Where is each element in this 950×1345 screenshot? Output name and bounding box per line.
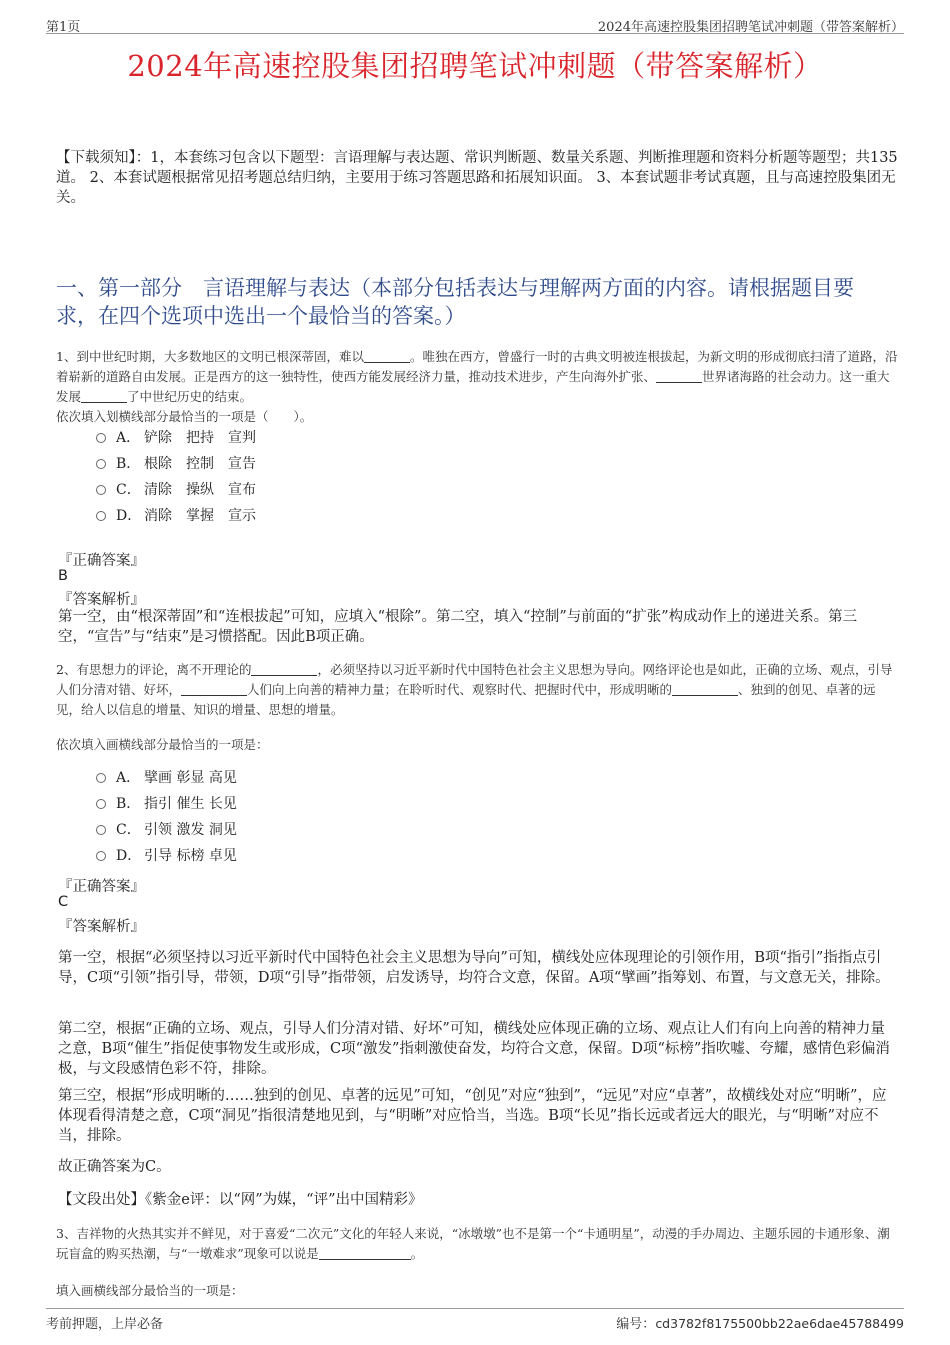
question-2-prompt: 依次填入画横线部分最恰当的一项是： <box>56 737 269 752</box>
q1-option-c[interactable]: C． 清除 操纵 宣布 <box>96 480 256 500</box>
q2-analysis-2: 第二空，根据“正确的立场、观点，引导人们分清对错、好坏”可知，横线处应体现正确的立场、观点让人们有向上向善的精神力量之意，B项“催生”指促使事物发生或形成，C项“激发”指刺激使奋发，均符合文意，保留。D项“标榜”指吹嘘、夸耀，感情色彩偏消极，与文段感情色彩不符，排除。 <box>58 1021 890 1077</box>
q1-answer: B <box>58 568 68 584</box>
q1-option-a[interactable]: A． 铲除 把持 宣判 <box>96 428 256 448</box>
blank <box>656 368 702 383</box>
radio-icon[interactable] <box>96 433 106 443</box>
analysis-label: 『答案解析』 <box>58 592 145 608</box>
q1-text-4: 了中世纪历史的结束。 <box>127 389 253 404</box>
q2-option-a[interactable]: A． 擘画 彰显 高见 <box>96 768 237 788</box>
radio-icon[interactable] <box>96 825 106 835</box>
blank <box>181 681 247 696</box>
q2-source: 【文段出处】《紫金e评：以“网”为媒，“评”出中国精彩》 <box>58 1192 423 1208</box>
header-divider <box>46 33 904 34</box>
q2-option-d[interactable]: D． 引导 标榜 卓见 <box>96 846 237 866</box>
blank <box>251 661 317 676</box>
blank <box>672 681 738 696</box>
q2-analysis-1: 第一空，根据“必须坚持以习近平新时代中国特色社会主义思想为导向”可知，横线处应体现理论的引领作用，B项“指引”指指点引导，C项“引领”指引导，带领，D项“引导”指带领，启发诱导，均符合文意，保留。A项“擘画”指筹划、布置，与文意无关，排除。 <box>58 950 890 986</box>
radio-icon[interactable] <box>96 485 106 495</box>
footer-slogan: 考前押题，上岸必备 <box>46 1317 164 1332</box>
blank <box>81 388 127 403</box>
correct-answer-label: 『正确答案』 <box>58 879 145 895</box>
document-title: 2024年高速控股集团招聘笔试冲刺题（带答案解析） <box>127 49 823 83</box>
question-1-prompt: 依次填入划横线部分最恰当的一项是（ ）。 <box>56 409 313 424</box>
question-1-stem <box>56 347 898 407</box>
section-title: 一、第一部分 言语理解与表达（本部分包括表达与理解两方面的内容。请根据题目要求，在四个选项中选出一个最恰当的答案。） <box>56 276 854 328</box>
q2-analysis-3: 第三空，根据“形成明晰的……独到的创见、卓著的远见”可知，“创见”对应“独到”，“远见”对应“卓著”，故横线处对应“明晰”，应体现看得清楚之意，C项“洞见”指很清楚地见到，与“明晰”对应恰当，当选。B项“长见”指长远或者远大的眼光，与“明晰”对应不当，排除。 <box>58 1088 887 1144</box>
q2-answer: C <box>58 894 69 910</box>
question-3-stem: 3、吉祥物的火热其实并不鲜见，对于喜爱“二次元”文化的年轻人来说，“冰墩墩”也不是第一个“卡通明星”，动漫的手办周边、主题乐园的卡通形象、潮玩盲盒的购买热潮，与“一墩难求”现象可以说是 。 <box>56 1226 890 1261</box>
q1-option-b[interactable]: B． 根除 控制 宣告 <box>96 454 256 474</box>
question-3-prompt: 填入画横线部分最恰当的一项是： <box>56 1283 244 1298</box>
correct-answer-label: 『正确答案』 <box>58 553 145 569</box>
question-2-stem: 2、有思想力的评论，离不开理论的 ，必须坚持以习近平新时代中国特色社会主义思想为导向。网络评论也是如此，正确的立场、观点，引导人们分清对错、好坏， 人们向上向善的精神力量；在聆听时代、观察时代、把握时代中，形成明晰的 、独到的创见、卓著的远见，给人以信息的增量、知识的增量、思想的增量。 <box>56 662 893 717</box>
q1-text-1: 1、到中世纪时期，大多数地区的文明已根深蒂固，难以 <box>56 349 364 364</box>
q1-analysis: 第一空，由“根深蒂固”和“连根拔起”可知，应填入“根除”。第二空，填入“控制”与前面的“扩张”构成动作上的递进关系。第三空，“宣告”与“结束”是习惯搭配。因此B项正确。 <box>58 609 858 645</box>
document-code: 编号：cd3782f8175500bb22ae6dae45788499 <box>616 1316 904 1332</box>
q1-text-3: 世界诸海路的社会动力。这一重大发展 <box>56 369 890 404</box>
blank <box>319 1245 411 1260</box>
running-title: 2024年高速控股集团招聘笔试冲刺题（带答案解析） <box>597 20 904 35</box>
radio-icon[interactable] <box>96 799 106 809</box>
q2-option-c[interactable]: C． 引领 激发 洞见 <box>96 820 237 840</box>
blank <box>364 348 410 363</box>
footer-divider <box>46 1308 904 1309</box>
radio-icon[interactable] <box>96 511 106 521</box>
radio-icon[interactable] <box>96 459 106 469</box>
q2-analysis-conclusion: 故正确答案为C。 <box>58 1159 171 1175</box>
analysis-label: 『答案解析』 <box>58 919 145 935</box>
download-notice: 【下载须知】：1，本套练习包含以下题型：言语理解与表达题、常识判断题、数量关系题、判断推理题和资料分析题等题型；共135道。 2、本套试题根据常见招考题总结归纳，主要用于练习答题思路和拓展知识面。 3、本套试题非考试真题，且与高速控股集团无关。 <box>56 150 898 206</box>
q1-option-d[interactable]: D． 消除 掌握 宣示 <box>96 506 256 526</box>
page-number: 第1页 <box>46 20 81 35</box>
radio-icon[interactable] <box>96 773 106 783</box>
radio-icon[interactable] <box>96 851 106 861</box>
q1-text-2: 。唯独在西方，曾盛行一时的古典文明被连根拔起，为新文明的形成彻底扫清了道路，沿着崭新的道路自由发展。正是西方的这一独特性，使西方能发展经济力量，推动技术进步，产生向海外扩张、 <box>56 349 898 384</box>
q2-option-b[interactable]: B． 指引 催生 长见 <box>96 794 237 814</box>
